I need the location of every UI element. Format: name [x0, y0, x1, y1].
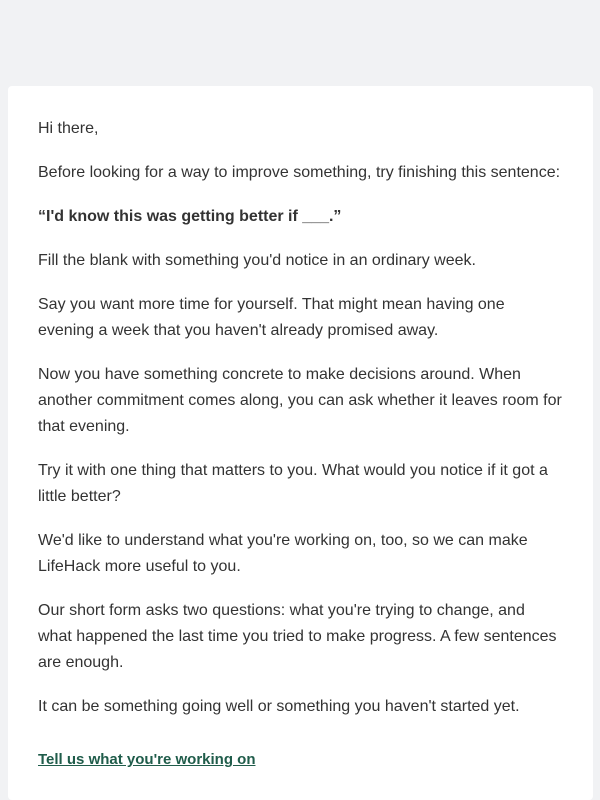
paragraph-decisions: Now you have something concrete to make decisions around. When another commitment comes along, you can ask whether it leaves room for that evening. — [38, 366, 562, 435]
paragraph-try-it: Try it with one thing that matters to you. What would you notice if it got a little better? — [38, 462, 548, 505]
greeting: Hi there, — [38, 120, 99, 137]
tell-us-link[interactable]: Tell us what you're working on — [38, 751, 256, 768]
prompt-quote: “I'd know this was getting better if ___.” — [38, 208, 342, 225]
paragraph-understand: We'd like to understand what you're working on, too, so we can make LifeHack more useful to you. — [38, 532, 528, 575]
intro-paragraph: Before looking for a way to improve something, try finishing this sentence: — [38, 164, 561, 181]
paragraph-example: Say you want more time for yourself. That might mean having one evening a week that you haven't already promised away. — [38, 296, 505, 339]
header-band — [0, 0, 600, 86]
email-body — [8, 86, 593, 800]
paragraph-closing: It can be something going well or something you haven't started yet. — [38, 698, 520, 715]
cta-container — [38, 750, 563, 770]
paragraph-fill-blank: Fill the blank with something you'd notice in an ordinary week. — [38, 252, 476, 269]
paragraph-form-description: Our short form asks two questions: what you're trying to change, and what happened the last time you tried to make progress. A few sentences are enough. — [38, 602, 557, 671]
